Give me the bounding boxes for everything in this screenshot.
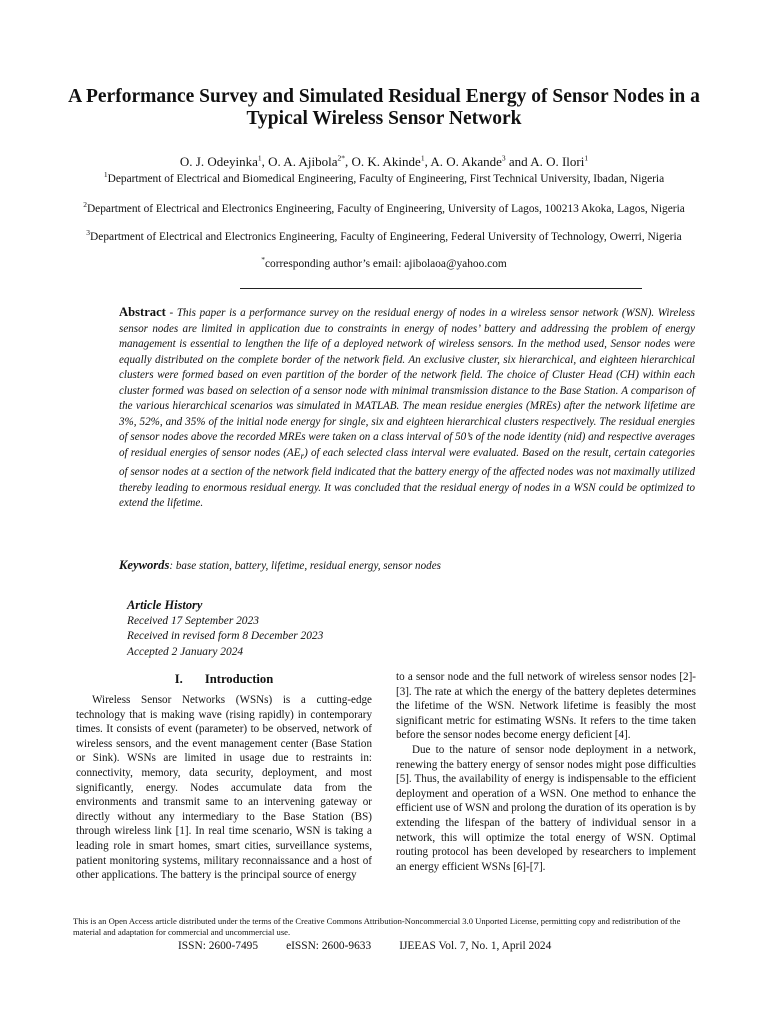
affiliation-text: Department of Electrical and Electronics Engineering, Faculty of Engineering, Federal University of Technology, Owerri, Nigeria	[90, 231, 682, 243]
paragraph: Due to the nature of sensor node deployment in a network, renewing the battery energy of sensor nodes might pose difficulties [5]. Thus, the availability of energy is indispensable to the efficient deployment and operation of a WSN. One method to enhance the efficient use of WSN and prolong the duration of its operation is by extending the lifespan of the battery of individual sensor in a network, this will optimize the total energy of WSN. Optimal routing protocol has been developed by researchers to implement an energy efficient WSNs [6]-[7].	[396, 743, 696, 873]
eissn: eISSN: 2600-9633	[286, 940, 372, 952]
corresponding-mark: *	[261, 255, 265, 265]
author-name: O. J. Odeyinka	[179, 154, 258, 169]
author-name: A. O. Akande	[430, 154, 502, 169]
author-separator: ,	[261, 154, 269, 169]
affiliation-2	[80, 202, 688, 218]
abstract-subscript: r	[300, 451, 305, 462]
keywords-list: : base station, battery, lifetime, residual energy, sensor nodes	[169, 560, 441, 572]
author-affiliation-mark: 1	[257, 153, 262, 163]
page-footer	[178, 940, 551, 952]
author-name: O. A. Ajibola	[268, 154, 338, 169]
affiliation-text: Department of Electrical and Biomedical Engineering, Faculty of Engineering, First Technical University, Ibadan, Nigeria	[107, 173, 665, 185]
issn: ISSN: 2600-7495	[178, 940, 259, 952]
author-name: O. K. Akinde	[351, 154, 421, 169]
author-name: A. O. Ilori	[530, 154, 585, 169]
right-column	[396, 670, 696, 874]
history-revised: Received in revised form 8 December 2023	[127, 630, 324, 642]
correspondence-email	[80, 257, 688, 273]
section-number: I.	[174, 672, 183, 686]
abstract-heading: Abstract	[119, 305, 166, 319]
abstract-dash: -	[165, 307, 177, 319]
abstract	[119, 305, 695, 512]
paragraph: to a sensor node and the full network of wireless sensor nodes [2]-[3]. The rate at which the energy of the battery depletes determines the lifetime of the WSN. Network lifetime is feasibly the most significant metric for estimating WSNs. It refers to the time taken before the sensor nodes become energy deficient [4].	[396, 671, 696, 742]
section-divider	[240, 288, 642, 289]
history-received: Received 17 September 2023	[127, 614, 259, 627]
affiliation-mark: 3	[86, 228, 91, 238]
paper-title: A Performance Survey and Simulated Residual Energy of Sensor Nodes in a Typical Wireless Sensor Network	[68, 86, 700, 129]
keywords-heading: Keywords	[119, 558, 170, 572]
article-history-heading: Article History	[127, 598, 203, 612]
author-conjunction: and	[505, 154, 531, 169]
section-title: Introduction	[204, 672, 274, 686]
author-affiliation-mark: 2*	[337, 153, 345, 163]
author-affiliation-mark: 1	[420, 153, 425, 163]
affiliation-3	[80, 230, 688, 246]
section-heading	[76, 672, 372, 687]
correspondence-text: corresponding author’s email: ajibolaoa@yahoo.com	[264, 258, 507, 270]
author-affiliation-mark: 1	[584, 153, 589, 163]
abstract-body-continued: ) of each selected class interval were evaluated. Based on the result, certain categories of sensor nodes at a section of the network field indicated that the battery energy of the affected nodes was not maximally utilized thereby leading to enormous residual energy. It was concluded that the residual energy of nodes in a WSN could be optimized to extend the lifetime.	[119, 446, 696, 510]
author-separator: ,	[424, 154, 431, 169]
affiliation-1	[80, 172, 688, 188]
left-column	[76, 693, 372, 883]
author-list	[60, 154, 708, 170]
license-notice: This is an Open Access article distributed under the terms of the Creative Commons Attribution-Noncommercial 3.0 Unported License, permitting copy and redistribution of the material and adaptation for commercial and uncommercial use.	[73, 916, 681, 938]
abstract-body: This paper is a performance survey on the residual energy of nodes in a wireless sensor network (WSN). Wireless sensor nodes are limited in application due to constraints in energy of nodes’ battery and addressing the problem of energy management is essential to lengthen the life of a deployed network of wireless sensors. In the method used, Sensor nodes were equally distributed on the complete border of the network field. An exclusive cluster, six hierarchical, and eighteen hierarchical clusters were formed based on even partition of the border of the network field. The choice of Cluster Head (CH) within each cluster formed was based on selection of a sensor node with minimal transmission distance to the Base Station. A comparison of the various hierarchical scenarios was simulated in MATLAB. The mean residue energies (MREs) after the network lifetime are 3%, 52%, and 35% of the initial node energy for single, six and eighteen hierarchical clusters respectively. The residual energies of sensor nodes above the recorded MREs were taken on a class interval of 50’s of the node identity (nid) and respective averages of residual energies of sensor nodes (AE	[119, 307, 695, 459]
affiliation-text: Department of Electrical and Electronics Engineering, Faculty of Engineering, University of Lagos, 100213 Akoka, Lagos, Nigeria	[86, 203, 685, 215]
history-accepted: Accepted 2 January 2024	[127, 645, 244, 658]
author-separator: ,	[344, 154, 352, 169]
affiliation-mark: 1	[103, 170, 108, 180]
paragraph: Wireless Sensor Networks (WSNs) is a cutting-edge technology that is making wave (rising rapidly) in contemporary times. It consists of event (parameter) to be observed, network of wireless sensors, and the event management center (Base Station or Sink). WSNs are limited in usage due to restraints in: connectivity, memory, data security, deployment, and most significantly, energy. Nodes accumulate data from the environments and transmit same to an intervening gateway or directly without any intermediary to the Base Station (BS) through wireless link [1]. In real time scenario, WSN is taking a leading role in smart homes, smart cities, surveillance systems, patient monitoring systems, military reconnaissance and a host of other applications. The battery is the principal source of energy	[76, 694, 372, 882]
author-affiliation-mark: 3	[501, 153, 506, 163]
journal-info: IJEEAS Vol. 7, No. 1, April 2024	[399, 940, 552, 952]
keywords	[119, 557, 695, 574]
affiliation-mark: 2	[83, 200, 87, 210]
article-history	[127, 598, 427, 660]
